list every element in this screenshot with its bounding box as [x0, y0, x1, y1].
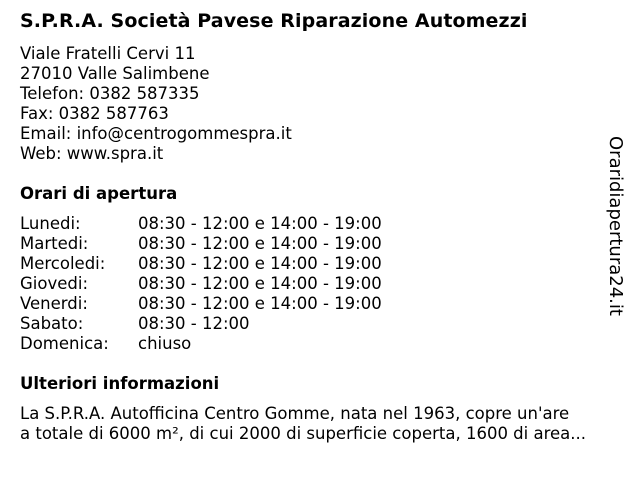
day-label: Domenica: [20, 334, 109, 353]
time-value: 08:30 - 12:00 e 14:00 - 19:00 [138, 294, 382, 313]
day-label: Mercoledi: [20, 254, 106, 273]
description-line: La S.P.R.A. Autofficina Centro Gomme, nata nel 1963, copre un'are [20, 404, 570, 423]
time-value: 08:30 - 12:00 [138, 314, 250, 333]
day-label: Sabato: [20, 314, 84, 333]
info-description [20, 404, 630, 444]
contact-block [20, 44, 292, 164]
time-value: chiuso [138, 334, 192, 353]
hours-row-monday [20, 214, 440, 234]
opening-hours-table [20, 214, 440, 354]
time-value: 08:30 - 12:00 e 14:00 - 19:00 [138, 214, 382, 233]
web-address: Web: www.spra.it [20, 144, 164, 163]
city-address: 27010 Valle Salimbene [20, 64, 210, 83]
email-address: Email: info@centrogommespra.it [20, 124, 292, 143]
site-watermark: Oraridiapertura24.it [605, 136, 626, 316]
day-label: Venerdi: [20, 294, 88, 313]
hours-row-sunday [20, 334, 440, 354]
fax-number: Fax: 0382 587763 [20, 104, 169, 123]
day-label: Giovedi: [20, 274, 88, 293]
street-address: Viale Fratelli Cervi 11 [20, 44, 196, 63]
hours-row-thursday [20, 274, 440, 294]
day-label: Martedi: [20, 234, 89, 253]
hours-heading: Orari di apertura [20, 184, 178, 203]
business-name: S.P.R.A. Società Pavese Riparazione Automezzi [20, 10, 528, 32]
hours-row-friday [20, 294, 440, 314]
hours-row-wednesday [20, 254, 440, 274]
hours-row-tuesday [20, 234, 440, 254]
time-value: 08:30 - 12:00 e 14:00 - 19:00 [138, 274, 382, 293]
info-heading: Ulteriori informazioni [20, 374, 220, 393]
time-value: 08:30 - 12:00 e 14:00 - 19:00 [138, 254, 382, 273]
hours-row-saturday [20, 314, 440, 334]
day-label: Lunedi: [20, 214, 81, 233]
time-value: 08:30 - 12:00 e 14:00 - 19:00 [138, 234, 382, 253]
description-line: a totale di 6000 m², di cui 2000 di superficie coperta, 1600 di area... [20, 424, 587, 443]
phone-number: Telefon: 0382 587335 [20, 84, 200, 103]
